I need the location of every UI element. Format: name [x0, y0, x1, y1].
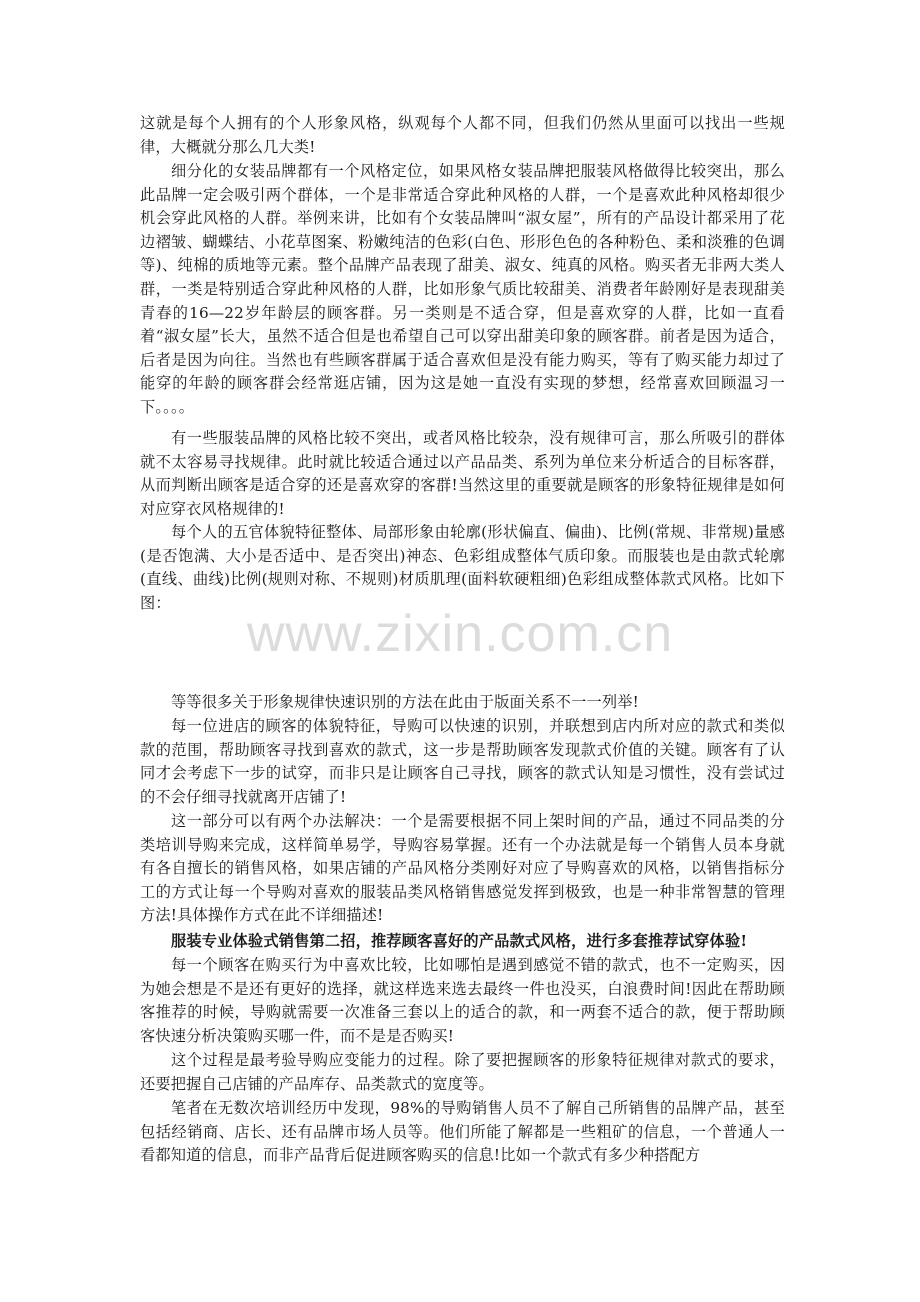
paragraph-training-findings: 笔者在无数次培训经历中发现，98%的导购销售人员不了解自己所销售的品牌产品，甚至包括经销商、店长、还有品牌市场人员等。他们所能了解都是一些粗矿的信息，一个普通人一看都知道的信息，而非产品背后促进顾客购买的信息!比如一个款式有多少种搭配方: [140, 1099, 785, 1165]
paragraph-two-solutions: 这一部分可以有两个办法解决：一个是需要根据不同上架时间的产品，通过不同品类的分类培训导购来完成，这样简单易学，导购容易掌握。还有一个办法就是每一个销售人员本身就有各自擅长的销售风格，如果店铺的产品风格分类刚好对应了导购喜欢的风格，以销售指标分工的方式让每一个导购对喜欢的服装品类风格销售感觉发挥到极致，也是一种非常智慧的管理方法!具体操作方式在此不详细描述!: [140, 812, 785, 925]
section-heading-second-tip: 服装专业体验式销售第二招，推荐顾客喜好的产品款式风格，进行多套推荐试穿体验!: [171, 932, 748, 950]
paragraph-unfocused-brands: 有一些服装品牌的风格比较不突出，或者风格比较杂，没有规律可言，那么所吸引的群体就不太容易寻找规律。此时就比较适合通过以产品品类、系列为单位来分析适合的目标客群，从而判断出顾客是适合穿的还是喜欢穿的客群!当然这里的重要就是顾客的形象特征规律是如何对应穿衣风格规律的!: [140, 429, 785, 518]
paragraph-customer-comparison: 每一个顾客在购买行为中喜欢比较，比如哪怕是遇到感觉不错的款式，也不一定购买，因为她会想是不是还有更好的选择，就这样选来选去最终一件也没买，白浪费时间!因此在帮助顾客推荐的时候，导购就需要一次准备三套以上的适合的款，和一两套不适合的款，便于帮助顾客快速分析决策购买哪一件，而不是是否购买!: [140, 956, 785, 1045]
paragraph-facial-features: 每个人的五官体貌特征整体、局部形象由轮廓(形状偏直、偏曲)、比例(常规、非常规)量感(是否饱满、大小是否适中、是否突出)神态、色彩组成整体气质印象。而服装也是由款式轮廓(直线、曲线)比例(规则对称、不规则)材质肌理(面料软硬粗细)色彩组成整体款式风格。比如下图：: [140, 523, 785, 612]
paragraph-customer-features: 每一位进店的顾客的体貌特征，导购可以快速的识别，并联想到店内所对应的款式和类似款的范围，帮助顾客寻找到喜欢的款式，这一步是帮助顾客发现款式价值的关键。顾客有了认同才会考虑下一步的试穿，而非只是让顾客自己寻找，顾客的款式认知是习惯性，没有尝试过的不会仔细寻找就离开店铺了!: [140, 717, 785, 806]
site-watermark: www.zixin.com.cn: [246, 605, 674, 663]
paragraph-recognition-methods: 等等很多关于形象规律快速识别的方法在此由于版面关系不一一列举!: [171, 693, 639, 711]
paragraph-adaptability: 这个过程是最考验导购应变能力的过程。除了要把握顾客的形象特征规律对款式的要求，还要把握自己店铺的产品库存、品类款式的宽度等。: [140, 1051, 785, 1093]
paragraph-style-intro: 这就是每个人拥有的个人形象风格，纵观每个人都不同，但我们仍然从里面可以找出一些规律，大概就分那么几大类!: [140, 114, 785, 156]
paragraph-brand-positioning: 细分化的女装品牌都有一个风格定位，如果风格女装品牌把服装风格做得比较突出，那么此品牌一定会吸引两个群体，一个是非常适合穿此种风格的人群，一个是喜欢此种风格却很少机会穿此风格的人群。举例来讲，比如有个女装品牌叫“淑女屋”，所有的产品设计都采用了花边褶皱、蝴蝶结、小花草图案、粉嫩纯洁的色彩(白色、形形色色的各种粉色、柔和淡雅的色调等)、纯棉的质地等元素。整个品牌产品表现了甜美、淑女、纯真的风格。购买者无非两大类人群，一类是特别适合穿此种风格的人群，比如形象气质比较甜美、消费者年龄刚好是表现甜美青春的16—22岁年龄层的顾客群。另一类则是不适合穿，但是喜欢穿的人群，比如一直看着“淑女屋”长大，虽然不适合但是也希望自己可以穿出甜美印象的顾客群。前者是因为适合，后者是因为向往。当然也有些顾客群属于适合喜欢但是没有能力购买，等有了购买能力却过了能穿的年龄的顾客群会经常逛店铺，因为这是她一直没有实现的梦想，经常喜欢回顾温习一下。。。。: [140, 162, 785, 416]
